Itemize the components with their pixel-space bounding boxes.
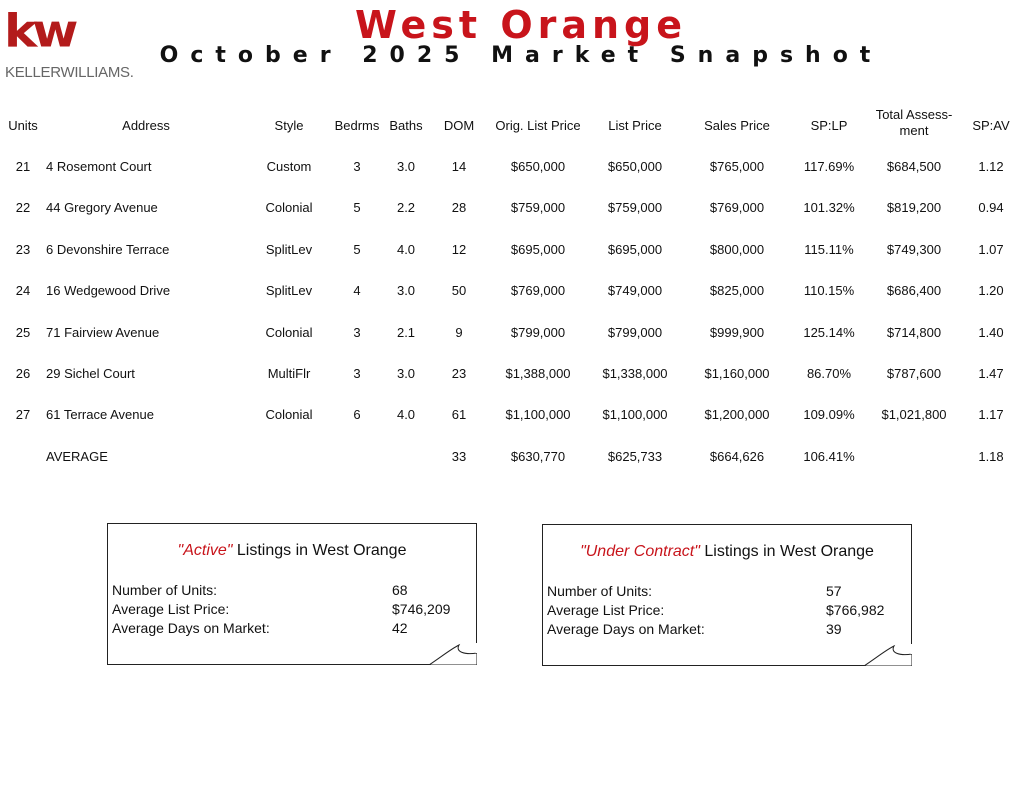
cell-sp-av: 1.18 bbox=[978, 449, 1004, 464]
cell-baths: 3.0 bbox=[396, 366, 416, 381]
table-row bbox=[0, 199, 1024, 217]
cell-bedrooms: 3 bbox=[353, 159, 361, 174]
cell-style: MultiFlr bbox=[267, 366, 311, 381]
cell-dom: 61 bbox=[451, 407, 467, 422]
header-address: Address bbox=[122, 118, 170, 133]
active-units-value: 68 bbox=[392, 582, 408, 598]
uc-units-value: 57 bbox=[826, 583, 842, 599]
cell-list-price: $749,000 bbox=[607, 283, 663, 298]
cell-total-assessment: $1,021,800 bbox=[881, 407, 947, 422]
cell-units: 22 bbox=[15, 200, 31, 215]
cell-orig-list-price: $695,000 bbox=[510, 242, 566, 257]
cell-sales-price: $825,000 bbox=[709, 283, 765, 298]
cell-total-assessment: $749,300 bbox=[886, 242, 942, 257]
cell-style: SplitLev bbox=[265, 283, 313, 298]
cell-sales-price: $999,900 bbox=[709, 325, 765, 340]
cell-sp-lp: 117.69% bbox=[803, 159, 855, 174]
cell-list-price: $1,338,000 bbox=[602, 366, 668, 381]
header-baths: Baths bbox=[389, 118, 423, 133]
cell-sales-price: $664,626 bbox=[709, 449, 765, 464]
page-title: West Orange bbox=[354, 3, 688, 47]
cell-sp-lp: 106.41% bbox=[803, 449, 855, 464]
cell-sp-av: 1.47 bbox=[978, 366, 1004, 381]
cell-dom: 14 bbox=[451, 159, 467, 174]
cell-units: 26 bbox=[15, 366, 31, 381]
uc-units-label: Number of Units: bbox=[547, 583, 653, 599]
table-row bbox=[0, 158, 1024, 176]
cell-total-assessment: $684,500 bbox=[886, 159, 942, 174]
table-row bbox=[0, 324, 1024, 342]
cell-sp-av: 0.94 bbox=[978, 200, 1004, 215]
kw-logo-wordmark: KELLERWILLIAMS. bbox=[5, 64, 134, 81]
cell-orig-list-price: $650,000 bbox=[510, 159, 566, 174]
cell-bedrooms: 5 bbox=[353, 200, 361, 215]
cell-style: Colonial bbox=[265, 325, 313, 340]
header-sales-price: Sales Price bbox=[704, 118, 770, 133]
page-subtitle: October 2025 Market Snapshot bbox=[159, 43, 883, 68]
active-price-value: $746,209 bbox=[392, 601, 451, 617]
cell-dom: 33 bbox=[451, 449, 467, 464]
cell-baths: 4.0 bbox=[396, 407, 416, 422]
page-curl-icon bbox=[429, 643, 477, 665]
cell-address: 4 Rosemont Court bbox=[46, 159, 152, 174]
header-total-assessment: Total Assess- ment bbox=[875, 107, 953, 138]
cell-sales-price: $1,200,000 bbox=[704, 407, 770, 422]
cell-sp-lp: 125.14% bbox=[803, 325, 855, 340]
cell-units: 21 bbox=[15, 159, 31, 174]
header-sp-av: SP:AV bbox=[972, 118, 1010, 133]
kw-logo-mark: kw bbox=[4, 5, 74, 58]
cell-sp-av: 1.40 bbox=[978, 325, 1004, 340]
page-curl-icon bbox=[864, 644, 912, 666]
cell-units: 23 bbox=[15, 242, 31, 257]
table-header-row bbox=[0, 107, 1024, 138]
table-row bbox=[0, 282, 1024, 300]
cell-address: AVERAGE bbox=[46, 449, 108, 464]
cell-dom: 12 bbox=[451, 242, 467, 257]
cell-baths: 2.2 bbox=[396, 200, 416, 215]
cell-sp-lp: 101.32% bbox=[803, 200, 855, 215]
cell-sp-av: 1.12 bbox=[978, 159, 1004, 174]
cell-list-price: $759,000 bbox=[607, 200, 663, 215]
cell-sp-lp: 110.15% bbox=[803, 283, 855, 298]
cell-total-assessment: $819,200 bbox=[886, 200, 942, 215]
table-row bbox=[0, 365, 1024, 383]
uc-title-rest: Listings in West Orange bbox=[699, 543, 874, 560]
cell-sp-lp: 115.11% bbox=[804, 242, 854, 257]
active-listings-title bbox=[108, 542, 476, 560]
under-contract-title bbox=[543, 543, 911, 561]
cell-style: Custom bbox=[266, 159, 312, 174]
active-dom-value: 42 bbox=[392, 620, 408, 636]
cell-sp-lp: 109.09% bbox=[803, 407, 855, 422]
cell-dom: 23 bbox=[451, 366, 467, 381]
cell-units: 27 bbox=[15, 407, 31, 422]
cell-list-price: $625,733 bbox=[607, 449, 663, 464]
active-price-label: Average List Price: bbox=[112, 601, 230, 617]
cell-orig-list-price: $630,770 bbox=[510, 449, 566, 464]
cell-sp-av: 1.20 bbox=[978, 283, 1004, 298]
cell-orig-list-price: $1,100,000 bbox=[505, 407, 571, 422]
cell-total-assessment: $686,400 bbox=[886, 283, 942, 298]
cell-orig-list-price: $769,000 bbox=[510, 283, 566, 298]
cell-units: 25 bbox=[15, 325, 31, 340]
cell-dom: 50 bbox=[451, 283, 467, 298]
cell-bedrooms: 3 bbox=[353, 366, 361, 381]
cell-address: 61 Terrace Avenue bbox=[46, 407, 154, 422]
uc-title-highlight: "Under Contract" bbox=[580, 543, 700, 560]
uc-dom-label: Average Days on Market: bbox=[547, 621, 705, 637]
cell-dom: 9 bbox=[455, 325, 463, 340]
header-orig-list-price: Orig. List Price bbox=[495, 118, 581, 133]
header-style: Style bbox=[274, 118, 304, 133]
cell-list-price: $799,000 bbox=[607, 325, 663, 340]
active-dom-label: Average Days on Market: bbox=[112, 620, 270, 636]
active-title-rest: Listings in West Orange bbox=[232, 542, 407, 559]
cell-sales-price: $765,000 bbox=[709, 159, 765, 174]
cell-bedrooms: 4 bbox=[353, 283, 361, 298]
cell-units: 24 bbox=[15, 283, 31, 298]
cell-bedrooms: 6 bbox=[353, 407, 361, 422]
active-title-highlight: "Active" bbox=[177, 542, 233, 559]
header-list-price: List Price bbox=[608, 118, 662, 133]
cell-sales-price: $769,000 bbox=[709, 200, 765, 215]
cell-style: SplitLev bbox=[265, 242, 313, 257]
cell-bedrooms: 3 bbox=[353, 325, 361, 340]
header-bedrooms: Bedrms bbox=[334, 118, 380, 133]
cell-address: 16 Wedgewood Drive bbox=[46, 283, 171, 298]
cell-style: Colonial bbox=[265, 200, 313, 215]
cell-list-price: $650,000 bbox=[607, 159, 663, 174]
cell-bedrooms: 5 bbox=[353, 242, 361, 257]
table-row bbox=[0, 406, 1024, 424]
cell-dom: 28 bbox=[451, 200, 467, 215]
active-listings-box bbox=[107, 523, 477, 665]
table-row bbox=[0, 241, 1024, 259]
header-units: Units bbox=[8, 118, 38, 133]
cell-total-assessment: $714,800 bbox=[886, 325, 942, 340]
active-units-label: Number of Units: bbox=[112, 582, 218, 598]
cell-orig-list-price: $759,000 bbox=[510, 200, 566, 215]
header-dom: DOM bbox=[443, 118, 475, 133]
cell-sales-price: $1,160,000 bbox=[704, 366, 770, 381]
table-average-row bbox=[0, 448, 1024, 466]
header-sp-lp: SP:LP bbox=[810, 118, 848, 133]
uc-price-value: $766,982 bbox=[826, 602, 885, 618]
cell-address: 71 Fairview Avenue bbox=[46, 325, 160, 340]
cell-orig-list-price: $1,388,000 bbox=[505, 366, 571, 381]
cell-total-assessment: $787,600 bbox=[886, 366, 942, 381]
cell-orig-list-price: $799,000 bbox=[510, 325, 566, 340]
cell-address: 44 Gregory Avenue bbox=[46, 200, 158, 215]
cell-address: 29 Sichel Court bbox=[46, 366, 135, 381]
uc-dom-value: 39 bbox=[826, 621, 842, 637]
cell-sales-price: $800,000 bbox=[709, 242, 765, 257]
cell-list-price: $1,100,000 bbox=[602, 407, 668, 422]
cell-baths: 4.0 bbox=[396, 242, 416, 257]
cell-sp-lp: 86.70% bbox=[806, 366, 852, 381]
cell-baths: 2.1 bbox=[396, 325, 416, 340]
under-contract-box bbox=[542, 524, 912, 666]
cell-sp-av: 1.07 bbox=[978, 242, 1004, 257]
uc-price-label: Average List Price: bbox=[547, 602, 665, 618]
cell-list-price: $695,000 bbox=[607, 242, 663, 257]
cell-style: Colonial bbox=[265, 407, 313, 422]
cell-baths: 3.0 bbox=[396, 283, 416, 298]
cell-baths: 3.0 bbox=[396, 159, 416, 174]
cell-address: 6 Devonshire Terrace bbox=[46, 242, 170, 257]
cell-sp-av: 1.17 bbox=[978, 407, 1004, 422]
